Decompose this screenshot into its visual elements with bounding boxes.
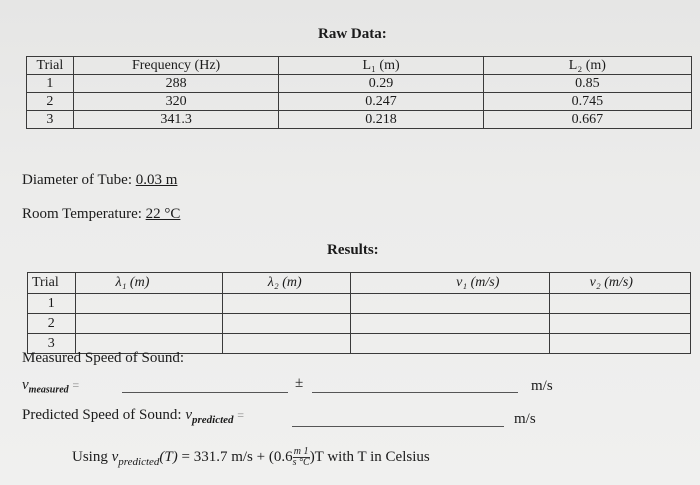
measured-subscript: measured — [28, 384, 69, 396]
l1-cell: 0.247 — [279, 93, 483, 111]
room-temperature-line — [22, 206, 180, 223]
l2-cell: 0.85 — [483, 75, 691, 93]
formula-base: 331.7 m/s — [193, 448, 253, 465]
lambda2-cell[interactable] — [222, 294, 350, 314]
trial-cell: 1 — [28, 294, 76, 314]
formula-equals: = — [181, 448, 190, 465]
trial-cell: 3 — [27, 111, 74, 129]
diameter-value: 0.03 m — [135, 172, 178, 188]
table-row — [27, 75, 692, 93]
results-table — [27, 272, 691, 354]
lambda1-cell[interactable] — [75, 314, 222, 334]
measured-unit: m/s — [531, 378, 553, 394]
measured-symbol — [22, 377, 80, 395]
trial-cell: 3 — [28, 334, 76, 354]
results-title: Results: — [327, 242, 379, 258]
trial-cell: 1 — [27, 75, 74, 93]
plus-minus-sign: ± — [295, 375, 304, 391]
measured-speed-label: Measured Speed of Sound: — [22, 350, 185, 366]
header-v2: v₂ (m/s) — [549, 273, 690, 294]
predicted-speed-label: Predicted Speed of Sound: — [22, 407, 182, 423]
l2-cell: 0.745 — [483, 93, 691, 111]
measured-uncertainty-blank[interactable] — [312, 392, 518, 393]
frequency-cell: 341.3 — [73, 111, 279, 129]
table-row — [28, 294, 691, 314]
formula-tail: )T with T in Celsius — [309, 448, 430, 465]
formula-v: v — [111, 448, 119, 465]
table-row — [27, 93, 692, 111]
formula-using: Using — [72, 448, 108, 465]
lambda2-cell[interactable] — [222, 334, 350, 354]
formula-fraction-bottom: s °C — [292, 457, 310, 468]
room-temperature-label: Room Temperature: — [22, 206, 142, 222]
formula-plus: + — [256, 448, 266, 465]
v2-cell[interactable] — [549, 314, 690, 334]
v1-cell[interactable] — [351, 294, 550, 314]
header-frequency: Frequency (Hz) — [73, 57, 279, 75]
predicted-speed-line — [22, 407, 244, 426]
v2-cell[interactable] — [549, 294, 690, 314]
formula-arg: (T) — [159, 448, 178, 465]
lambda2-cell[interactable] — [222, 314, 350, 334]
header-lambda1: λ₁ (m) — [75, 273, 222, 294]
predicted-unit: m/s — [514, 411, 536, 427]
raw-data-title: Raw Data: — [318, 26, 387, 42]
predicted-subscript: predicted — [191, 414, 234, 426]
header-v1: v₁ (m/s) — [351, 273, 550, 294]
predicted-equals: = — [237, 408, 245, 422]
prediction-formula — [72, 447, 430, 468]
formula-fraction-top: m 1 — [293, 446, 309, 457]
table-header-row — [27, 57, 692, 75]
measured-value-blank[interactable] — [122, 392, 288, 393]
v1-cell[interactable] — [351, 334, 550, 354]
table-row — [28, 314, 691, 334]
frequency-cell: 320 — [73, 93, 279, 111]
formula-coef: (0.6 — [268, 448, 293, 465]
diameter-label: Diameter of Tube: — [22, 172, 132, 188]
table-row — [27, 111, 692, 129]
trial-cell: 2 — [28, 314, 76, 334]
raw-data-table — [26, 56, 692, 129]
frequency-cell: 288 — [73, 75, 279, 93]
diameter-line — [22, 172, 177, 189]
l2-cell: 0.667 — [483, 111, 691, 129]
header-trial: Trial — [27, 57, 74, 75]
l1-cell: 0.29 — [279, 75, 483, 93]
measured-v: v — [22, 377, 29, 393]
header-lambda2: λ₂ (m) — [222, 273, 350, 294]
room-temperature-value: 22 °C — [145, 206, 181, 222]
formula-fraction — [293, 447, 310, 468]
header-l2: L₂ (m) — [483, 57, 691, 75]
predicted-value-blank[interactable] — [292, 426, 504, 427]
table-header-row — [28, 273, 691, 294]
header-trial: Trial — [28, 273, 76, 294]
measured-equals: = — [71, 378, 80, 392]
l1-cell: 0.218 — [279, 111, 483, 129]
lambda1-cell[interactable] — [75, 294, 222, 314]
header-l1: L₁ (m) — [279, 57, 483, 75]
v1-cell[interactable] — [351, 314, 550, 334]
trial-cell: 2 — [27, 93, 74, 111]
formula-subscript: predicted — [118, 455, 160, 468]
predicted-v: v — [185, 407, 192, 423]
v2-cell[interactable] — [549, 334, 690, 354]
